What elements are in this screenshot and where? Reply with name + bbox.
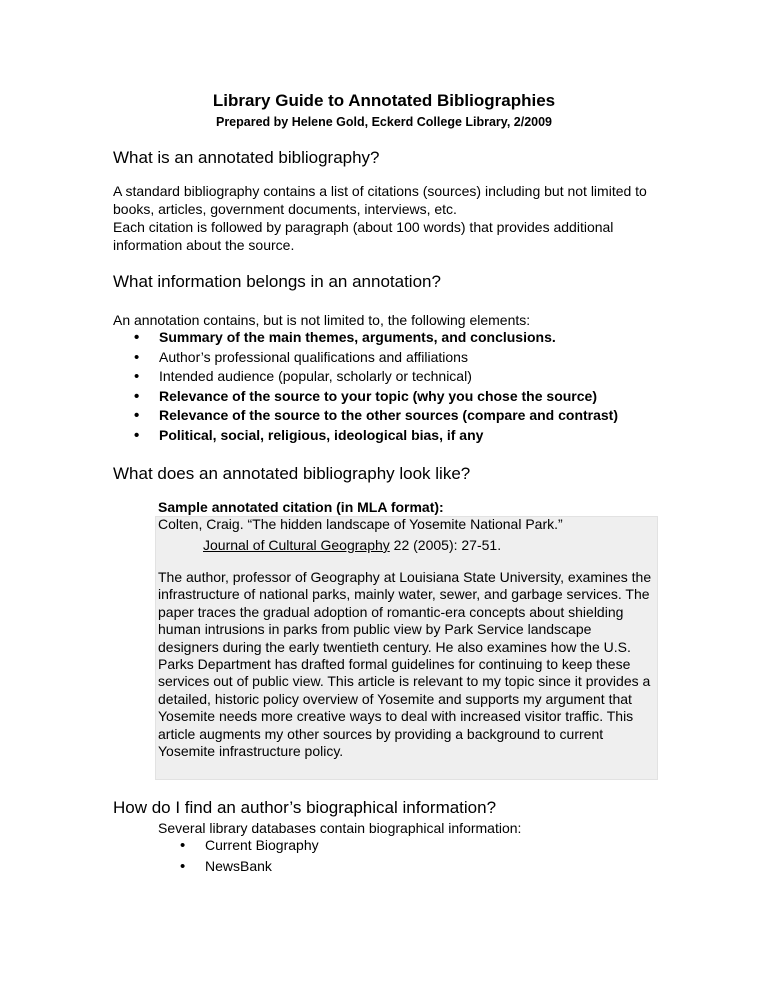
- list-item: • Summary of the main themes, arguments, and conclusions.: [134, 328, 674, 348]
- list-item: • Relevance of the source to your topic (why you chose the source): [134, 387, 674, 407]
- citation-journal-line: [203, 536, 501, 554]
- annotation-elements-list: [134, 328, 674, 445]
- citation-journal-title: Journal of Cultural Geography: [203, 537, 390, 553]
- section-heading-what-is: What is an annotated bibliography?: [113, 148, 380, 167]
- citation-volume-pages: 22 (2005): 27-51.: [389, 537, 502, 553]
- database-list: [180, 835, 580, 877]
- paragraph-definition: A standard bibliography contains a list of citations (sources) including but not limited to books, articles, government documents, interviews, etc.: [113, 183, 647, 218]
- sample-annotation-text: The author, professor of Geography at Louisiana State University, examines the infrastructure of national parks, mainly water, sewer, and garbage services. The paper traces the gradual adoption of romantic-era concepts about shielding human intrusions in parks from public view by Park Service landscape designers during the early twentieth century. He also examines how the U.S. Parks Department has drafted formal guidelines for continuing to keep these services out of public view. This article is relevant to my topic since it provides a detailed, historic policy overview of Yosemite and supports my argument that Yosemite needs more creative ways to deal with increased visitor traffic. This article augments my other sources by providing a background to current Yosemite infrastructure policy.: [158, 569, 652, 760]
- list-item: • Intended audience (popular, scholarly or technical): [134, 367, 674, 387]
- citation-line: Colten, Craig. “The hidden landscape of Yosemite National Park.”: [158, 516, 563, 532]
- list-item: • Author’s professional qualifications and affiliations: [134, 348, 674, 368]
- section-heading-what-information: What information belongs in an annotation?: [113, 272, 441, 291]
- section-heading-what-looks-like: What does an annotated bibliography look like?: [113, 464, 471, 483]
- list-item: • NewsBank: [180, 856, 580, 877]
- sample-citation-label: Sample annotated citation (in MLA format):: [158, 499, 444, 515]
- biographical-intro: Several library databases contain biographical information:: [158, 820, 522, 836]
- section-heading-biographical: How do I find an author’s biographical information?: [113, 798, 497, 817]
- list-item: • Relevance of the source to the other sources (compare and contrast): [134, 406, 674, 426]
- list-item: • Current Biography: [180, 835, 580, 856]
- list-item: • Political, social, religious, ideological bias, if any: [134, 426, 674, 446]
- document-subtitle: Prepared by Helene Gold, Eckerd College Library, 2/2009: [215, 115, 553, 129]
- annotation-elements-intro: An annotation contains, but is not limited to, the following elements:: [113, 312, 531, 328]
- paragraph-citation-info: Each citation is followed by paragraph (about 100 words) that provides additional information about the source.: [113, 219, 614, 254]
- document-title: Library Guide to Annotated Bibliographies: [212, 91, 556, 110]
